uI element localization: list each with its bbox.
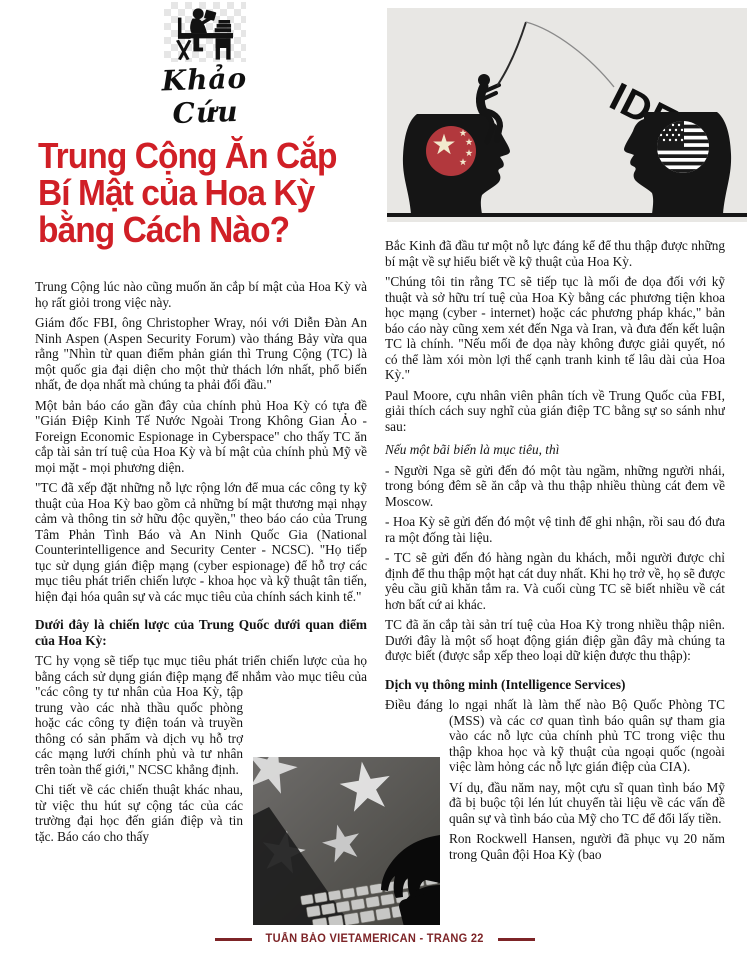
body-paragraph: Một bản báo cáo gần đây của chính phủ Hoa Kỳ có tựa đề "Gián Điệp Kinh Tế Nước Ngoài Trong Không Gian Ảo - Foreign Economic Espionage in Cyberspace" cho thấy TC ăn cắp tài sản trí tuệ của Hoa Kỳ và bí mật của chính phủ Mỹ về mọi mặt - mọi phương diện. [35,397,367,475]
body-paragraph: Bắc Kinh đã đầu tư một nỗ lực đáng kể để thu thập được những bí mật về sự hiểu biết về kỹ thuật của Hoa Kỳ. [385,238,725,269]
body-paragraph: Trung Cộng lúc nào cũng muốn ăn cắp bí mật của Hoa Kỳ và họ rất giỏi trong việc này. [35,279,367,310]
masthead [138,2,272,129]
researcher-at-desk-icon [164,2,246,62]
body-paragraph: Giám đốc FBI, ông Christopher Wray, nói với Diễn Đàn An Ninh Aspen (Aspen Security Forum) vào tháng Bảy vừa qua rằng "Nhìn từ quan điểm phản gián thì Trung Cộng (TC) là một quốc gia đại diện cho một thử thách lớn nhất, phổ biến nhất, đe dọa nhất mà chúng ta phải đối đầu." [35,315,367,392]
body-paragraph: - Người Nga sẽ gửi đến đó một tàu ngầm, những người nhái, trong bóng đêm sẽ ăn cắp và thu thập nhiều thùng cát đem về Moscow. [385,462,725,509]
body-paragraph: TC đã ăn cắp tài sản trí tuệ của Hoa Kỳ trong nhiều thập niên. Dưới đây là một số hoạt động gián điệp gần đây mà chúng ta được biết (được sắp xếp theo loại dữ kiện được thu thập): [385,617,725,663]
section-heading: Dịch vụ thông minh (Intelligence Services) [385,676,626,692]
page-title [38,137,373,248]
body-paragraph: Chi tiết về các chiến thuật khác nhau, từ việc thu hút sự cộng tác của các trường đại học đến gián điệp và tin tặc. Báo cáo cho thấy [35,782,243,844]
body-paragraph: TC hy vọng sẽ tiếp tục mục tiêu phát triển chiến lược của họ bằng cách sử dụng gián điệp mạng để nhắm vào mục tiêu của "các công ty tư nhân của Hoa Kỳ, tập trung vào các nhà thầu quốc phòng hoặc các công ty điện toán và truyền thông có sản phẩm và dịch vụ hỗ trợ các mạng lưới chính phủ và tư nhân trên toàn thế giới," NCSC khẳng định. [35,653,367,777]
body-paragraph: - TC sẽ gửi đến đó hàng ngàn du khách, mỗi người được chỉ định để thu thập một hạt cát duy nhất. Khi họ trở về, họ sẽ được yêu cầu giũ khăn tắm ra. Và cuối cùng TC sẽ biết nhiều về cát hơn bất cứ ai khác. [385,550,725,612]
section-heading: Dưới đây là chiến lược của Trung Quốc dưới quan điểm của Hoa Kỳ: [35,617,367,648]
page-footer [0,933,750,945]
section-label: Khảo Cứu [161,61,248,131]
body-paragraph: - Hoa Kỳ sẽ gửi đến đó một vệ tinh để ghi nhận, rồi sau đó đưa ra một đống tài liệu. [385,514,725,545]
body-paragraph: Ron Rockwell Hansen, người đã phục vụ 20 năm trong Quân đội Hoa Kỳ (bao [449,831,725,862]
footer-dash [498,938,535,941]
body-paragraph: Ví dụ, đầu năm nay, một cựu sĩ quan tình báo Mỹ đã bị buộc tội lén lút chuyển tài liệu về các vấn đề quân sự và tình báo của Mỹ cho TC để đổi lấy tiền. [449,779,725,826]
headline-line: Trung Cộng Ăn Cắp [38,135,337,176]
idea-theft-illustration [387,8,747,222]
body-paragraph: "TC đã xếp đặt những nỗ lực rộng lớn để mua các công ty kỹ thuật của Hoa Kỳ bao gồm cả những bí mật thương mại nhạy cảm và thông tin sở hữu độc quyền," theo báo cáo của Trung Tâm Phản Tình Báo và An Ninh Quốc Gia (National Counterintelligence and Security Center - NCSC). "Họ tiếp tục sử dụng gián điệp mạng (cyber espionage) để hỗ trợ các mục tiêu phát triển chiến lược - khoa học và kỹ thuật tân tiến, hiện đại hóa quân sự và các mục tiêu của chính sách kinh tế." [35,480,367,604]
body-paragraph: Điều đáng lo ngại nhất là làm thế nào Bộ Quốc Phòng TC (MSS) và các cơ quan tình báo quân sự tham gia vào các nỗ lực của chính phủ TC trong việc thu thập khoa học và kỹ thuật của ngoại quốc (ngoài việc làm hỏng các nỗ lực gián điệp của CIA). [385,697,725,774]
footer-dash [215,938,252,941]
headline-line: bằng Cách Nào? [38,209,290,250]
body-paragraph: Paul Moore, cựu nhân viên phân tích về Trung Quốc của FBI, giải thích cách suy nghĩ của gián điệp TC bằng sự so sánh như sau: [385,387,725,434]
body-paragraph-italic: Nếu một bãi biển là mục tiêu, thì [385,442,560,457]
hacker-keyboard-photo [253,757,440,925]
headline-line: Bí Mật của Hoa Kỳ [38,172,315,213]
body-paragraph: "Chúng tôi tin rằng TC sẽ tiếp tục là mối đe dọa đối với kỹ thuật và sở hữu trí tuệ của Hoa Kỳ bằng các phương tiện khoa học mạng (cyber - internet) hoặc các phương pháp khác," bản báo cáo này cũng xem xét đến Nga và Iran, và đưa đến kết luận TC là chính. "Nếu mối đe dọa này không được giải quyết, nó có thể làm xói mòn lợi thế cạnh tranh kinh tế lâu dài của Hoa Kỳ." [385,274,725,382]
footer-text: TUẤN BÁO VIETAMERICAN - TRANG 22 [265,933,485,945]
